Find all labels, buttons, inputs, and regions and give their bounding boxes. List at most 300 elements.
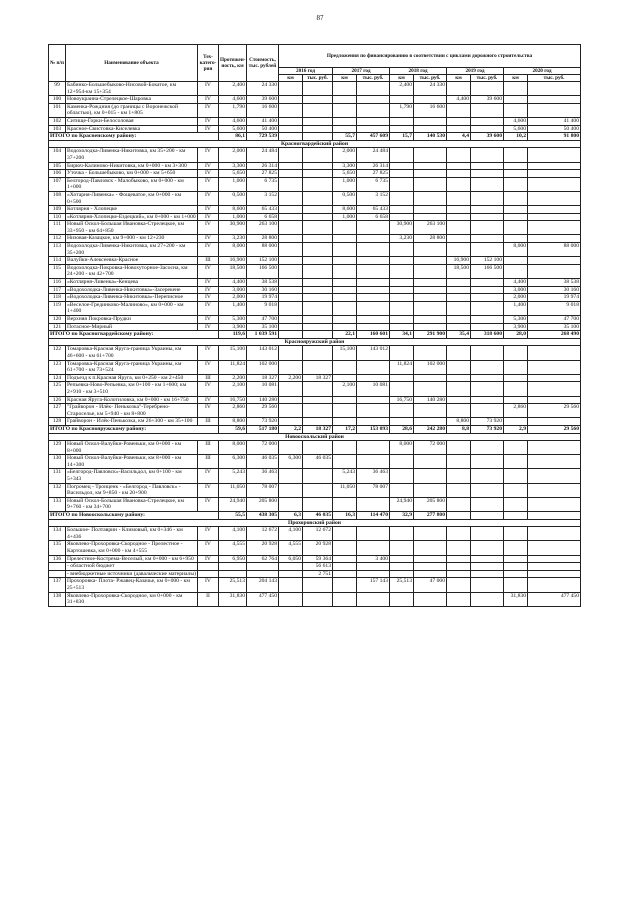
table-row — [49, 162, 581, 170]
rub-y2018 — [414, 125, 447, 133]
rub-y2017 — [357, 374, 390, 382]
length-km: 0,500 — [219, 191, 247, 205]
object-name: Красное-Свистовка-Киселевка — [66, 125, 198, 133]
row-number: 115 — [49, 264, 66, 278]
total-label: ИТОГО по Красненскому району: — [49, 133, 219, 141]
rub-y2017: 78 007 — [357, 483, 390, 497]
object-name: Томаровка-Красная Яруга-граница Украины, км 61+700 - км 73+524 — [66, 360, 198, 374]
length-km: 1,000 — [219, 213, 247, 221]
km-y2019 — [447, 346, 471, 360]
km-y2020 — [504, 418, 528, 426]
km-y2020 — [504, 441, 528, 455]
rub-y2016 — [303, 148, 333, 162]
km-y2020: 31,830 — [504, 592, 528, 606]
rub-y2019 — [471, 563, 504, 571]
km-y2019 — [447, 213, 471, 221]
rub-y2019 — [471, 170, 504, 178]
km-y2018: 8,000 — [390, 441, 414, 455]
row-number: 130 — [49, 455, 66, 469]
row-number: 102 — [49, 117, 66, 125]
km-y2016 — [279, 206, 303, 214]
km-y2017 — [333, 578, 357, 592]
length-km: 3,230 — [219, 235, 247, 243]
km-y2020 — [504, 541, 528, 555]
km-y2017 — [333, 301, 357, 315]
length-km: 3,000 — [219, 286, 247, 294]
object-name: «Белгород-Павловск»-Васильдол, км 0+100 - км 5+343 — [66, 469, 198, 483]
cost-thousand-rub: 204 143 — [247, 578, 279, 592]
km-y2017: 3,300 — [333, 162, 357, 170]
total-rub-y2017: 457 609 — [357, 133, 390, 141]
cost-thousand-rub: 47 700 — [247, 316, 279, 324]
total-rub-y2019: 73 920 — [471, 425, 504, 433]
cost-thousand-rub: 30 160 — [247, 286, 279, 294]
km-y2020 — [504, 396, 528, 404]
table-row — [49, 323, 581, 331]
km-y2016 — [279, 483, 303, 497]
rub-y2020 — [528, 497, 581, 511]
km-y2017: 11,050 — [333, 483, 357, 497]
rub-y2017 — [357, 404, 390, 418]
rub-y2018: 102 000 — [414, 360, 447, 374]
section-header-row — [49, 519, 581, 527]
rub-y2020: 50 400 — [528, 125, 581, 133]
row-number: 129 — [49, 441, 66, 455]
rub-y2017 — [357, 592, 390, 606]
table-row — [49, 191, 581, 205]
rub-y2019 — [471, 578, 504, 592]
row-number: 114 — [49, 257, 66, 265]
km-y2017 — [333, 527, 357, 541]
rub-y2017 — [357, 125, 390, 133]
rub-y2017: 6 658 — [357, 213, 390, 221]
km-y2019 — [447, 483, 471, 497]
category: III — [198, 455, 219, 469]
total-length: 55,5 — [219, 512, 247, 520]
category: IV — [198, 527, 219, 541]
km-y2020 — [504, 177, 528, 191]
category: IV — [198, 323, 219, 331]
total-row — [49, 512, 581, 520]
cost-thousand-rub: 140 280 — [247, 396, 279, 404]
total-row — [49, 425, 581, 433]
rub-y2020: 88 000 — [528, 243, 581, 257]
cost-thousand-rub: 477 450 — [247, 592, 279, 606]
km-y2016: 6,300 — [279, 455, 303, 469]
km-y2018 — [390, 541, 414, 555]
km-y2018 — [390, 286, 414, 294]
total-rub-y2019: 39 600 — [471, 133, 504, 141]
table-header — [49, 45, 581, 82]
total-km-y2020 — [504, 512, 528, 520]
km-y2017: 5,243 — [333, 469, 357, 483]
length-km: 16,900 — [219, 257, 247, 265]
km-y2019 — [447, 374, 471, 382]
total-km-y2018: 32,9 — [390, 512, 414, 520]
rub-y2016 — [303, 418, 333, 426]
km-y2020: 4,600 — [504, 117, 528, 125]
object-name: Верхняя Покровка-Прудки — [66, 316, 198, 324]
header-category: Тех-катего-рия — [198, 45, 219, 82]
length-km: 4,600 — [219, 96, 247, 104]
rub-y2020 — [528, 527, 581, 541]
km-y2017 — [333, 570, 357, 578]
total-rub-y2020: 29 560 — [528, 425, 581, 433]
length-km: 4,555 — [219, 541, 247, 555]
km-y2020 — [504, 206, 528, 214]
rub-y2018 — [414, 177, 447, 191]
category: IV — [198, 279, 219, 287]
km-y2020: 1,400 — [504, 301, 528, 315]
rub-y2017 — [357, 221, 390, 235]
rub-y2019 — [471, 455, 504, 469]
rub-y2020 — [528, 483, 581, 497]
total-km-y2020: 10,2 — [504, 133, 528, 141]
km-y2020 — [504, 374, 528, 382]
km-y2020: 2,860 — [504, 404, 528, 418]
rub-y2019 — [471, 301, 504, 315]
row-number: 131 — [49, 469, 66, 483]
rub-y2017 — [357, 360, 390, 374]
category: IV — [198, 483, 219, 497]
rub-y2017: 65 433 — [357, 206, 390, 214]
category: IV — [198, 235, 219, 243]
header-name: Наименование объекта — [66, 45, 198, 82]
total-rub-y2016 — [303, 133, 333, 141]
table-row — [49, 279, 581, 287]
total-rub-y2020 — [528, 512, 581, 520]
header-year-2020: 2020 год — [504, 68, 581, 75]
km-y2016 — [279, 235, 303, 243]
km-y2016 — [279, 570, 303, 578]
header-length: Протяжен-ность, км — [219, 45, 247, 82]
km-y2018 — [390, 243, 414, 257]
rub-y2016: 59 364 — [303, 555, 333, 563]
length-km: 3,900 — [219, 323, 247, 331]
category: III — [198, 441, 219, 455]
rub-y2020 — [528, 563, 581, 571]
rub-y2017: 36 463 — [357, 469, 390, 483]
rub-y2018 — [414, 294, 447, 302]
km-y2020 — [504, 221, 528, 235]
category: IV — [198, 360, 219, 374]
cost-thousand-rub: 88 000 — [247, 243, 279, 257]
funding-source-name: - областной бюджет — [66, 563, 198, 571]
cost-thousand-rub: 46 035 — [247, 455, 279, 469]
cost-thousand-rub: 29 560 — [247, 404, 279, 418]
km-y2016 — [279, 96, 303, 104]
km-y2019 — [447, 316, 471, 324]
cost-thousand-rub: 10 081 — [247, 382, 279, 396]
km-y2016 — [279, 418, 303, 426]
table-row — [49, 555, 581, 563]
total-km-y2019 — [447, 512, 471, 520]
rub-y2020 — [528, 96, 581, 104]
km-y2016 — [279, 360, 303, 374]
total-rub-y2017: 153 093 — [357, 425, 390, 433]
km-y2016 — [279, 213, 303, 221]
cost-thousand-rub: 9 018 — [247, 301, 279, 315]
category: III — [198, 257, 219, 265]
row-number: 112 — [49, 235, 66, 243]
cost-thousand-rub: 28 800 — [247, 235, 279, 243]
rub-y2017 — [357, 257, 390, 265]
km-y2016 — [279, 441, 303, 455]
rub-y2020: 19 974 — [528, 294, 581, 302]
length-km: 8,800 — [219, 418, 247, 426]
length-km: 1,400 — [219, 301, 247, 315]
km-y2018 — [390, 213, 414, 221]
km-y2020 — [504, 527, 528, 541]
km-y2020 — [504, 191, 528, 205]
km-y2020 — [504, 555, 528, 563]
rub-y2019 — [471, 316, 504, 324]
km-y2017 — [333, 264, 357, 278]
section-title: Краснояружский район — [49, 338, 581, 346]
km-y2017: 1,000 — [333, 213, 357, 221]
header-year-2017: 2017 год — [333, 68, 390, 75]
rub-y2018 — [414, 483, 447, 497]
length-km: 2,100 — [219, 382, 247, 396]
cost-thousand-rub: 50 400 — [247, 125, 279, 133]
table-row — [49, 213, 581, 221]
cost-cell — [247, 563, 279, 571]
total-cost: 517 180 — [247, 425, 279, 433]
rub-y2016 — [303, 483, 333, 497]
length-km: 8,000 — [219, 243, 247, 257]
km-y2018 — [390, 469, 414, 483]
km-y2018: 2,400 — [390, 82, 414, 96]
rub-y2016 — [303, 279, 333, 287]
km-y2019 — [447, 497, 471, 511]
rub-y2018 — [414, 96, 447, 104]
category: IV — [198, 148, 219, 162]
km-y2018 — [390, 294, 414, 302]
rub-y2018 — [414, 286, 447, 294]
length-km: 2,000 — [219, 294, 247, 302]
km-y2016 — [279, 257, 303, 265]
rub-y2016 — [303, 497, 333, 511]
km-y2020: 5,600 — [504, 125, 528, 133]
km-y2020 — [504, 96, 528, 104]
rub-y2020 — [528, 170, 581, 178]
km-y2018 — [390, 346, 414, 360]
length-km: 30,900 — [219, 221, 247, 235]
table-row — [49, 578, 581, 592]
object-name: Водохолодка-Покровка-Новохуторное-Засосна, км 24+200 - км 42+700 — [66, 264, 198, 278]
object-name: Погромец - Троиценк - «Белгород - Павловск» - Васильдол, км 9+850 - км 20+900 — [66, 483, 198, 497]
km-y2020 — [504, 382, 528, 396]
km-y2017: 5,650 — [333, 170, 357, 178]
object-name: Валуйки-Алексеевка-Красное — [66, 257, 198, 265]
rub-y2017 — [357, 316, 390, 324]
km-y2019 — [447, 555, 471, 563]
row-number: 128 — [49, 418, 66, 426]
cost-thousand-rub: 205 800 — [247, 497, 279, 511]
cost-cell — [247, 570, 279, 578]
km-y2018 — [390, 527, 414, 541]
km-y2018 — [390, 301, 414, 315]
object-name: Бабинко-Большебыково-Нисовой-Бокатое, км 12+954-км 15+354 — [66, 82, 198, 96]
km-y2020 — [504, 346, 528, 360]
rub-y2016: 56 613 — [303, 563, 333, 571]
header-num: № п/п — [49, 45, 66, 82]
length-km: 6,950 — [219, 555, 247, 563]
km-y2016: 4,100 — [279, 527, 303, 541]
cost-thousand-rub: 6 658 — [247, 213, 279, 221]
row-number: 99 — [49, 82, 66, 96]
total-rub-y2018: 242 280 — [414, 425, 447, 433]
rub-y2019 — [471, 469, 504, 483]
rub-y2016 — [303, 396, 333, 404]
table-row — [49, 148, 581, 162]
km-y2018: 16,750 — [390, 396, 414, 404]
rub-y2019 — [471, 243, 504, 257]
category: IV — [198, 396, 219, 404]
row-number: 118 — [49, 294, 66, 302]
rub-y2017 — [357, 396, 390, 404]
rub-y2017 — [357, 441, 390, 455]
rub-y2016 — [303, 96, 333, 104]
rub-y2017: 27 825 — [357, 170, 390, 178]
km-y2019 — [447, 469, 471, 483]
km-y2016 — [279, 82, 303, 96]
length-km: 24,940 — [219, 497, 247, 511]
rub-y2016 — [303, 125, 333, 133]
km-y2018 — [390, 125, 414, 133]
header-cost: Стоимость, тыс. рублей — [247, 45, 279, 82]
rub-y2016 — [303, 221, 333, 235]
km-y2019 — [447, 294, 471, 302]
rub-y2019 — [471, 177, 504, 191]
rub-y2017: 6 735 — [357, 177, 390, 191]
rub-y2017 — [357, 294, 390, 302]
rub-y2019 — [471, 360, 504, 374]
rub-y2020 — [528, 541, 581, 555]
total-length: 119,6 — [219, 331, 247, 339]
rub-y2016 — [303, 346, 333, 360]
km-y2018 — [390, 404, 414, 418]
km-y2020 — [504, 483, 528, 497]
cost-thousand-rub: 27 825 — [247, 170, 279, 178]
rub-y2020 — [528, 418, 581, 426]
rub-y2019: 73 920 — [471, 418, 504, 426]
rub-y2017 — [357, 497, 390, 511]
km-y2018 — [390, 316, 414, 324]
rub-y2018 — [414, 206, 447, 214]
km-y2019 — [447, 404, 471, 418]
rub-y2020 — [528, 148, 581, 162]
cost-thousand-rub: 78 007 — [247, 483, 279, 497]
section-header-row — [49, 140, 581, 148]
object-name: «Веселое-Грединково-Малиново», км 0+000 - км 1+400 — [66, 301, 198, 315]
rub-y2016: 18 327 — [303, 374, 333, 382]
total-km-y2016 — [279, 133, 303, 141]
km-y2016 — [279, 125, 303, 133]
km-y2020: 8,000 — [504, 243, 528, 257]
km-y2019 — [447, 323, 471, 331]
rub-y2017 — [357, 286, 390, 294]
rub-y2019 — [471, 382, 504, 396]
row-number: 119 — [49, 301, 66, 315]
rub-y2018 — [414, 117, 447, 125]
object-name: Белгород-Павловск - Малобыково, км 0+000 - км 1+000 — [66, 177, 198, 191]
category: IV — [198, 125, 219, 133]
km-y2018 — [390, 257, 414, 265]
rub-y2016 — [303, 235, 333, 243]
cost-thousand-rub: 24 484 — [247, 148, 279, 162]
rub-y2016 — [303, 162, 333, 170]
km-y2019 — [447, 382, 471, 396]
rub-y2018: 205 800 — [414, 497, 447, 511]
total-km-y2017: 16,3 — [333, 512, 357, 520]
km-y2018 — [390, 563, 414, 571]
km-y2020: 5,300 — [504, 316, 528, 324]
rub-y2017: 157 143 — [357, 578, 390, 592]
table-row — [49, 117, 581, 125]
cost-thousand-rub: 166 500 — [247, 264, 279, 278]
km-y2020: 2,000 — [504, 294, 528, 302]
total-cost: 1 039 591 — [247, 331, 279, 339]
km-y2016 — [279, 497, 303, 511]
rub-y2020: 30 160 — [528, 286, 581, 294]
rub-y2018: 28 800 — [414, 235, 447, 243]
section-title: Прохоровский район — [49, 519, 581, 527]
object-name: «Котлярня-Ливенка»-Кенцева — [66, 279, 198, 287]
rub-y2017 — [357, 301, 390, 315]
km-y2019: 4,400 — [447, 96, 471, 104]
rub-y2019 — [471, 103, 504, 117]
category: IV — [198, 117, 219, 125]
rub-y2019 — [471, 221, 504, 235]
km-y2017: 2,100 — [333, 382, 357, 396]
category: IV — [198, 177, 219, 191]
length-km: 25,513 — [219, 578, 247, 592]
cost-thousand-rub: 41 400 — [247, 117, 279, 125]
rub-y2018: 16 600 — [414, 103, 447, 117]
km-y2016 — [279, 404, 303, 418]
km-y2017 — [333, 323, 357, 331]
row-number: 124 — [49, 374, 66, 382]
length-km: 5,300 — [219, 316, 247, 324]
km-y2019 — [447, 148, 471, 162]
category: IV — [198, 346, 219, 360]
total-km-y2019: 35,4 — [447, 331, 471, 339]
rub-y2020: 477 450 — [528, 592, 581, 606]
total-km-y2017: 55,7 — [333, 133, 357, 141]
rub-y2017 — [357, 563, 390, 571]
rub-y2018: 24 330 — [414, 82, 447, 96]
row-number: 116 — [49, 279, 66, 287]
rub-y2017: 24 484 — [357, 148, 390, 162]
total-km-y2016: 6,3 — [279, 512, 303, 520]
category: IV — [198, 213, 219, 221]
length-km: 6,300 — [219, 455, 247, 469]
km-y2017 — [333, 82, 357, 96]
km-y2017 — [333, 117, 357, 125]
rub-y2017 — [357, 264, 390, 278]
row-number: 133 — [49, 497, 66, 511]
total-cost: 729 539 — [247, 133, 279, 141]
km-y2019 — [447, 563, 471, 571]
total-label: ИТОГО по Новооскольскому району: — [49, 512, 219, 520]
row-number: 137 — [49, 578, 66, 592]
table-body — [49, 82, 581, 607]
header-year-2019: 2019 год — [447, 68, 504, 75]
rub-y2019 — [471, 346, 504, 360]
km-y2018 — [390, 162, 414, 170]
table-row — [49, 497, 581, 511]
